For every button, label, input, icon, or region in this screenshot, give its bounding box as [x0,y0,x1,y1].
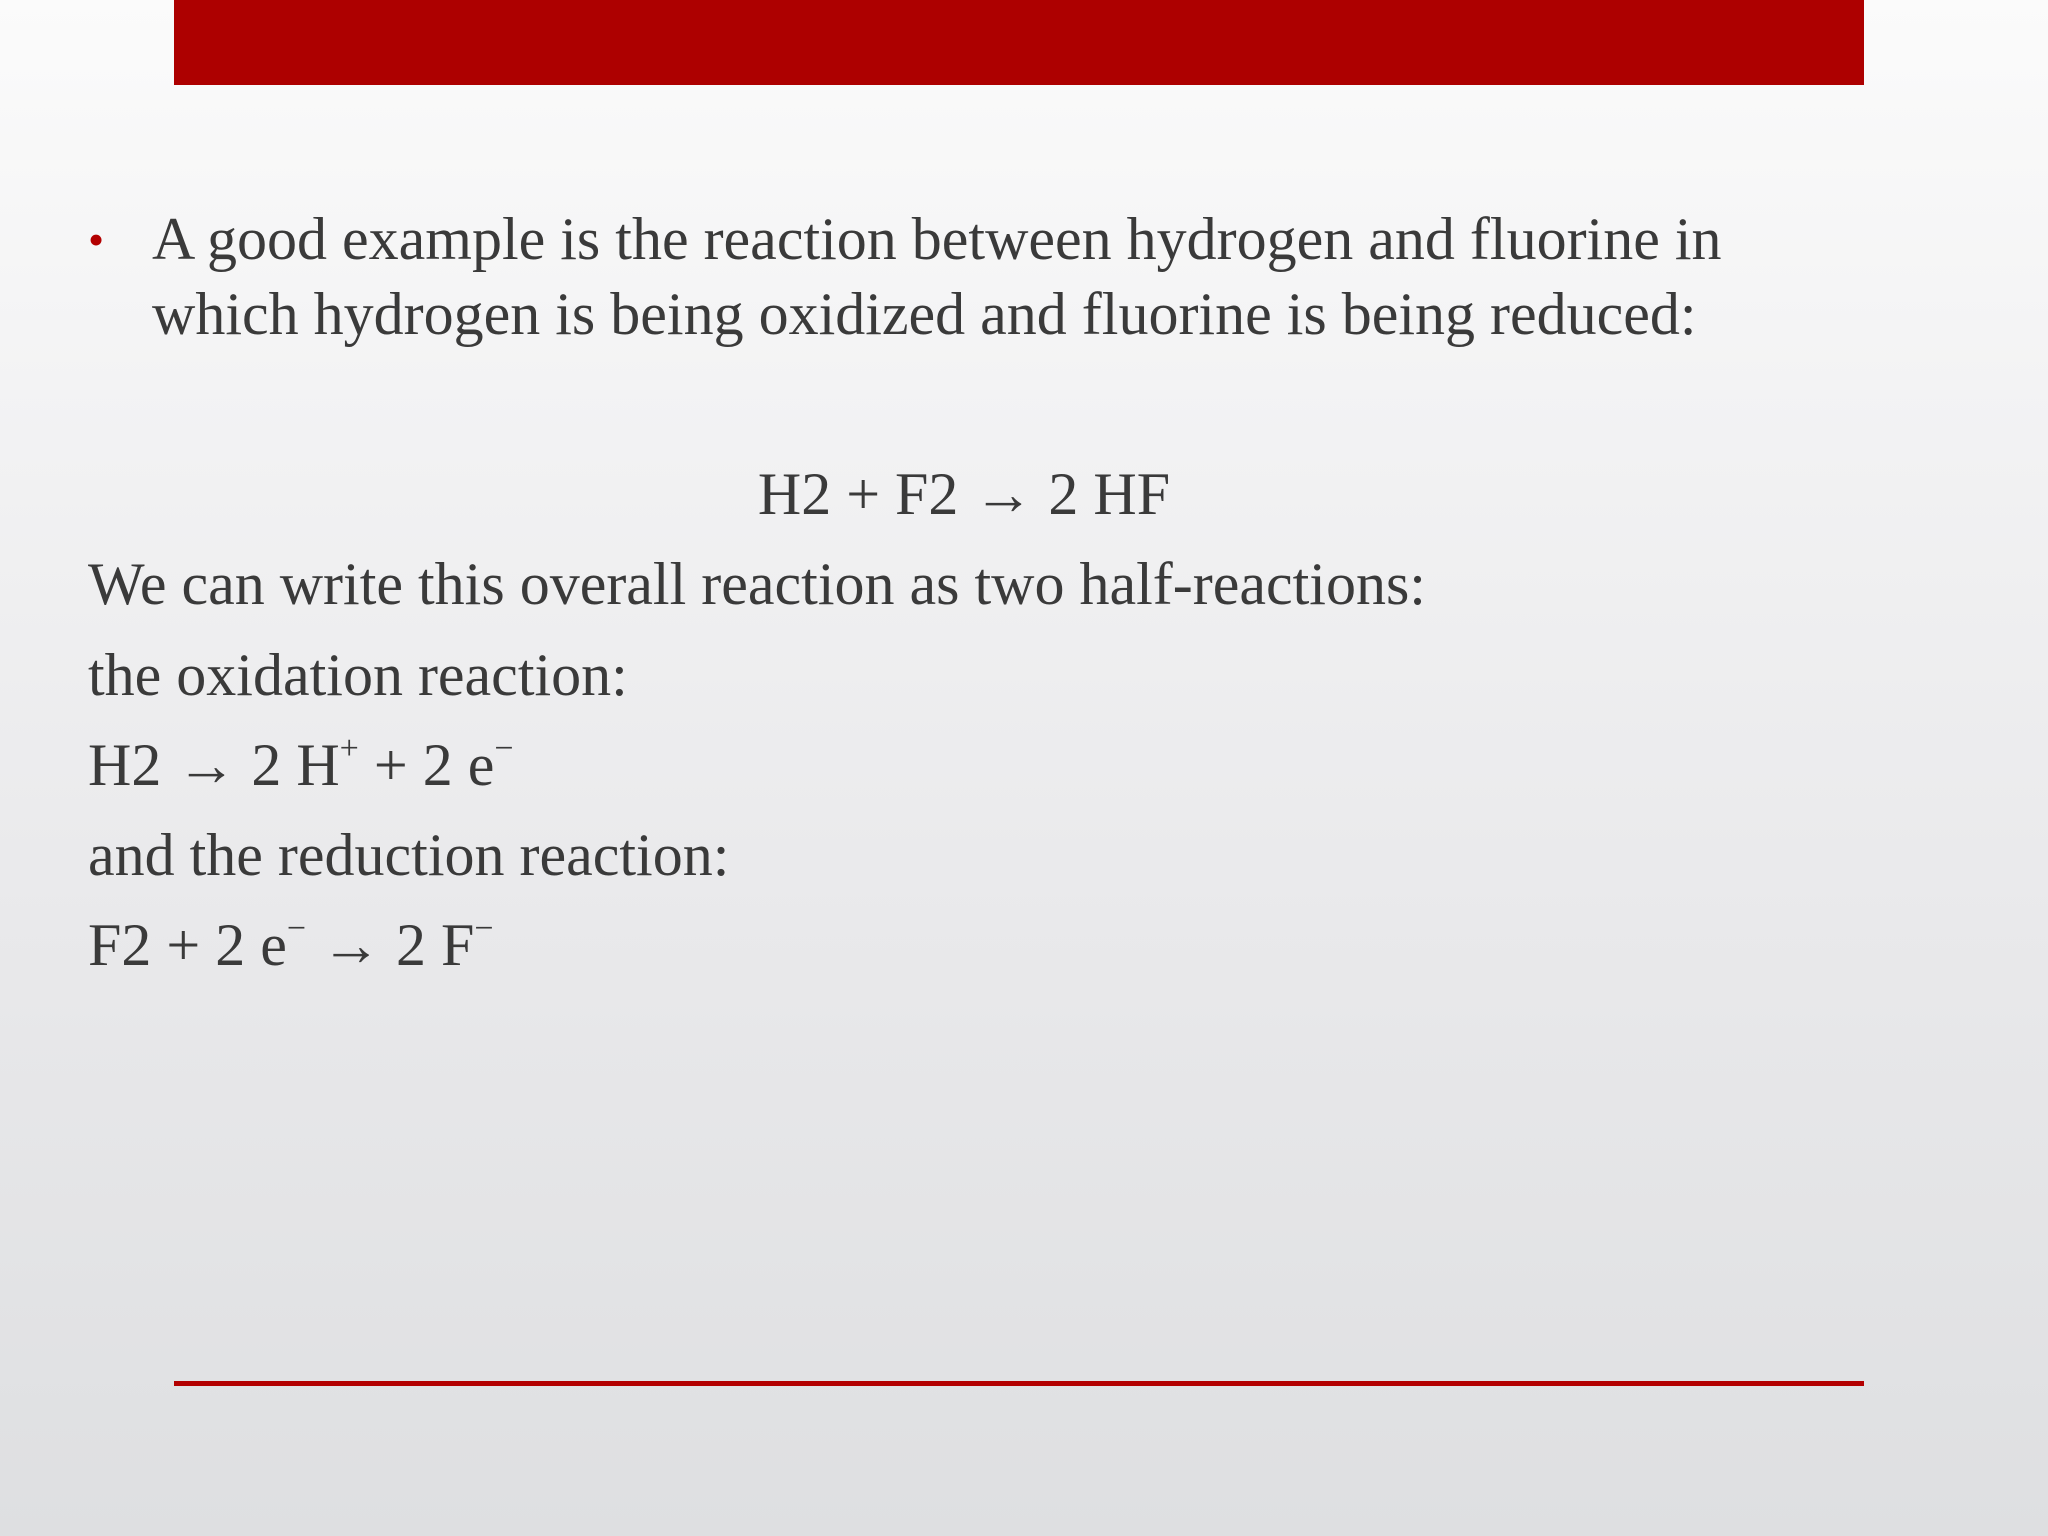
bullet-item [88,202,1878,352]
reduction-eq-sup-b: − [474,910,494,947]
reduction-eq-part-b: → 2 F [306,912,475,978]
bullet-marker: • [88,214,105,265]
oxidation-equation [88,728,514,803]
reduction-equation [88,908,494,983]
oxidation-eq-sup-b: − [494,730,514,767]
intro-text: We can write this overall reaction as two half-reactions: [88,551,1426,617]
overall-equation: H2 + F2 → 2 HF [757,461,1171,527]
oxidation-eq-part-a: H2 → 2 H [88,732,340,798]
oxidation-eq-sup-a: + [339,730,359,767]
header-accent-bar [174,0,1864,85]
oxidation-label: the oxidation reaction: [88,642,628,708]
reduction-eq-part-a: F2 + 2 e [88,912,287,978]
reduction-eq-sup-a: − [286,910,307,947]
reduction-label: and the reduction reaction: [88,822,730,888]
oxidation-eq-part-b: + 2 e [358,732,495,798]
bullet-paragraph: A good example is the reaction between hydrogen and fluorine in which hydrogen is being oxidized and fluorine is being reduced: [152,206,1722,347]
footer-accent-rule [174,1381,1864,1386]
